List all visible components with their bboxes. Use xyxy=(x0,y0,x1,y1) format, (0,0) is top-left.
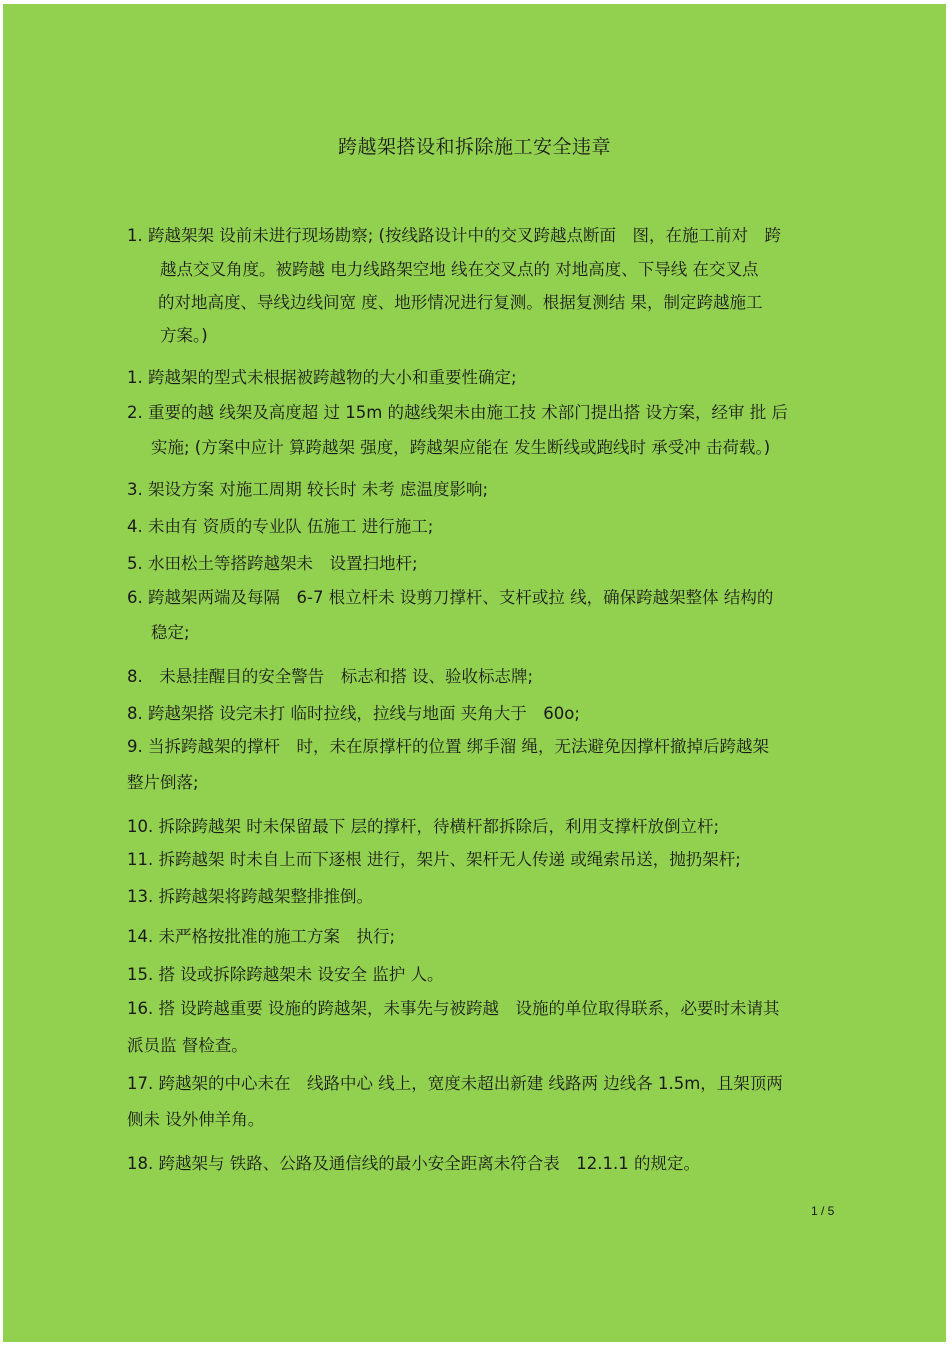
text-line: 3. 架设方案 对施工周期 较长时 未考 虑温度影响; xyxy=(127,480,489,499)
text-line: 16. 搭 设跨越重要 设施的跨越架，未事先与被跨越 设施的单位取得联系，必要时未请其 xyxy=(127,999,780,1018)
page-number: 1 / 5 xyxy=(811,1204,835,1218)
text-line: 4. 未由有 资质的专业队 伍施工 进行施工; xyxy=(127,517,434,536)
text-line: 实施; (方案中应计 算跨越架 强度，跨越架应能在 发生断线或跑线时 承受冲 击荷载。) xyxy=(151,438,771,457)
document-title: 跨越架搭设和拆除施工安全违章 xyxy=(337,136,611,158)
text-line: 15. 搭 设或拆除跨越架未 设安全 监护 人。 xyxy=(127,965,444,984)
text-line: 8. 跨越架搭 设完未打 临时拉线，拉线与地面 夹角大于 60o; xyxy=(127,704,580,723)
text-line: 17. 跨越架的中心未在 线路中心 线上，宽度未超出新建 线路两 边线各 1.5m，且架顶两 xyxy=(127,1074,783,1093)
text-line: 18. 跨越架与 铁路、公路及通信线的最小安全距离未符合表 12.1.1 的规定。 xyxy=(127,1154,700,1173)
text-line: 9. 当拆跨越架的撑杆 时，未在原撑杆的位置 绑手溜 绳，无法避免因撑杆撤掉后跨越架 xyxy=(127,737,769,756)
text-line: 的对地高度、导线边线间宽 度、地形情况进行复测。根据复测结 果，制定跨越施工 xyxy=(158,293,763,312)
document-page xyxy=(3,4,946,1342)
text-line: 整片倒落; xyxy=(127,773,199,792)
text-line: 6. 跨越架两端及每隔 6-7 根立杆未 设剪刀撑杆、支杆或拉 线，确保跨越架整体 结构的 xyxy=(127,588,774,607)
text-line: 2. 重要的越 线架及高度超 过 15m 的越线架未由施工技 术部门提出搭 设方案，经审 批 后 xyxy=(127,403,789,422)
text-line: 8. 未悬挂醒目的安全警告 标志和搭 设、验收标志牌; xyxy=(127,667,534,686)
text-line: 14. 未严格按批准的施工方案 执行; xyxy=(127,927,396,946)
text-line: 10. 拆除跨越架 时未保留最下 层的撑杆，待横杆都拆除后，利用支撑杆放倒立杆; xyxy=(127,817,720,836)
text-line: 1. 跨越架架 设前未进行现场勘察; (按线路设计中的交叉跨越点断面 图，在施工前对 跨 xyxy=(127,226,781,245)
text-line: 越点交叉角度。被跨越 电力线路架空地 线在交叉点的 对地高度、下导线 在交叉点 xyxy=(160,260,759,279)
text-line: 5. 水田松土等搭跨越架未 设置扫地杆; xyxy=(127,554,418,573)
text-line: 方案。) xyxy=(160,326,208,345)
text-line: 稳定; xyxy=(151,623,190,642)
text-line: 13. 拆跨越架将跨越架整排推倒。 xyxy=(127,887,373,906)
text-line: 11. 拆跨越架 时未自上而下逐根 进行，架片、架杆无人传递 或绳索吊送，抛扔架杆; xyxy=(127,850,741,869)
text-line: 派员监 督检查。 xyxy=(127,1036,248,1055)
text-line: 1. 跨越架的型式未根据被跨越物的大小和重要性确定; xyxy=(127,368,517,387)
text-line: 侧未 设外伸羊角。 xyxy=(127,1110,265,1129)
